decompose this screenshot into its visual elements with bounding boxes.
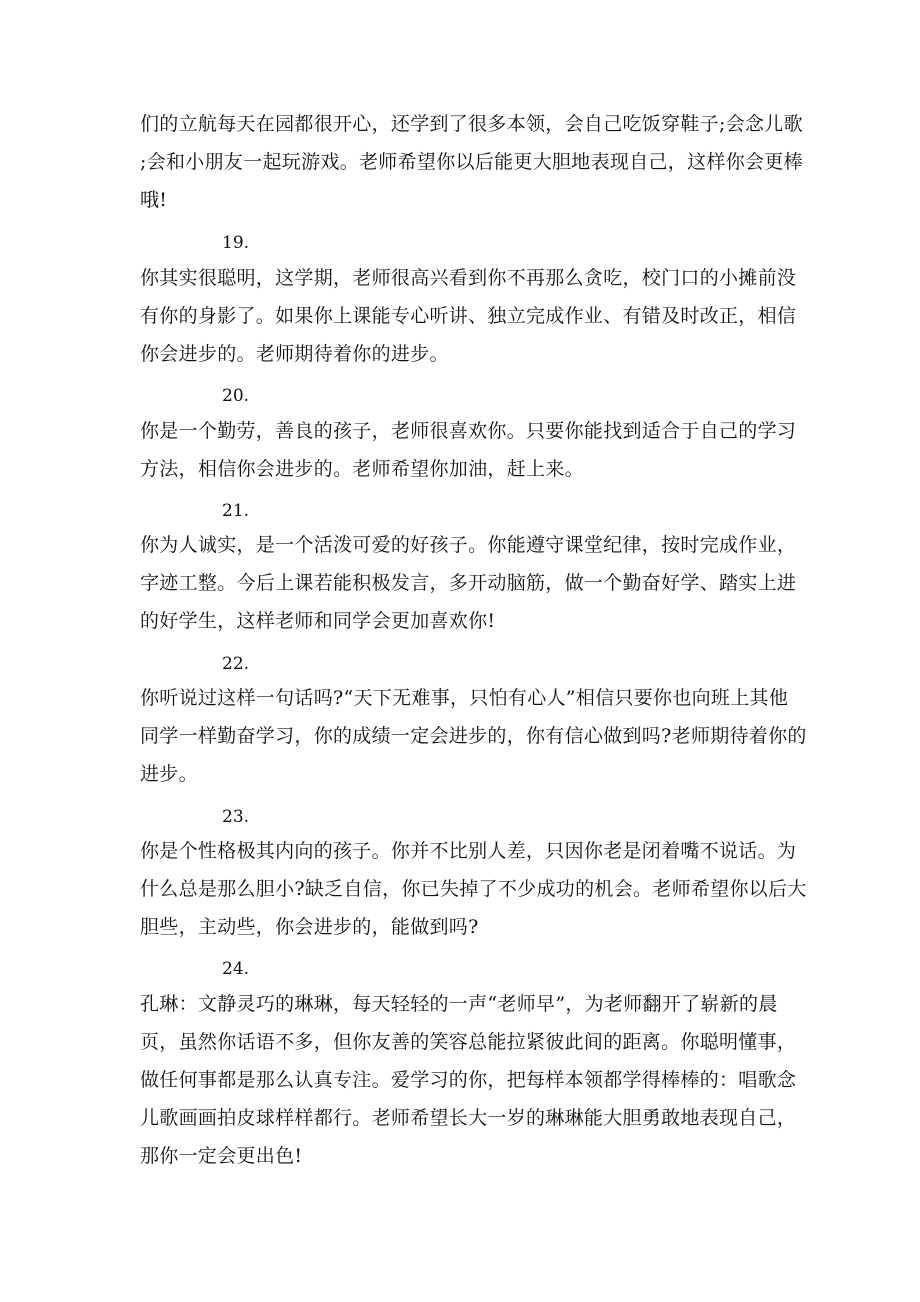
paragraph-line: 你其实很聪明，这学期，老师很高兴看到你不再那么贪吃，校门口的小摊前没 (140, 267, 797, 289)
paragraph-line: 哦! (140, 189, 168, 211)
paragraph-line: 页，虽然你话语不多，但你友善的笑容总能拉紧彼此间的距离。你聪明懂事， (140, 1031, 797, 1053)
entry-number: 24. (222, 959, 250, 979)
paragraph-line: 你会进步的。老师期待着你的进步。 (140, 343, 449, 365)
paragraph-line: 你为人诚实，是一个活泼可爱的好孩子。你能遵守课堂纪律，按时完成作业， (140, 534, 797, 556)
entry-number: 21. (222, 501, 250, 521)
paragraph-line: 那你一定会更出色! (140, 1145, 303, 1167)
paragraph-line: 方法，相信你会进步的。老师希望你加油，赶上来。 (140, 458, 584, 480)
paragraph-line: 的好学生，这样老师和同学会更加喜欢你! (140, 610, 496, 632)
paragraph-line: 孔琳：文静灵巧的琳琳，每天轻轻的一声“老师早”，为老师翻开了崭新的晨 (140, 993, 778, 1015)
entry-number: 23. (222, 807, 250, 827)
entry-number: 19. (222, 233, 250, 253)
paragraph-line: 你是一个勤劳，善良的孩子，老师很喜欢你。只要你能找到适合于自己的学习 (140, 420, 797, 442)
paragraph-line: 同学一样勤奋学习，你的成绩一定会进步的，你有信心做到吗?老师期待着你的 (140, 725, 807, 747)
entry-number: 22. (222, 654, 250, 674)
paragraph-line: 什么总是那么胆小?缺乏自信，你已失掉了不少成功的机会。老师希望你以后大 (140, 878, 807, 900)
paragraph-line: 们的立航每天在园都很开心，还学到了很多本领，会自己吃饭穿鞋子;会念儿歌 (140, 113, 803, 135)
paragraph-line: 字迹工整。今后上课若能积极发言，多开动脑筋，做一个勤奋好学、踏实上进 (140, 572, 797, 594)
paragraph-line: 进步。 (140, 763, 198, 785)
paragraph-line: 你是个性格极其内向的孩子。你并不比别人差，只因你老是闭着嘴不说话。为 (140, 840, 797, 862)
paragraph-line: 有你的身影了。如果你上课能专心听讲、独立完成作业、有错及时改正，相信 (140, 305, 797, 327)
paragraph-line: 你听说过这样一句话吗?“天下无难事，只怕有心人”相信只要你也向班上其他 (140, 687, 789, 709)
paragraph-line: 做任何事都是那么认真专注。爱学习的你，把每样本领都学得棒棒的：唱歌念 (140, 1069, 797, 1091)
entry-number: 20. (222, 386, 250, 406)
paragraph-line: 胆些，主动些，你会进步的，能做到吗? (140, 916, 479, 938)
paragraph-line: ;会和小朋友一起玩游戏。老师希望你以后能更大胆地表现自己，这样你会更棒 (140, 151, 803, 173)
paragraph-line: 儿歌画画拍皮球样样都行。老师希望长大一岁的琳琳能大胆勇敢地表现自己， (140, 1107, 797, 1129)
